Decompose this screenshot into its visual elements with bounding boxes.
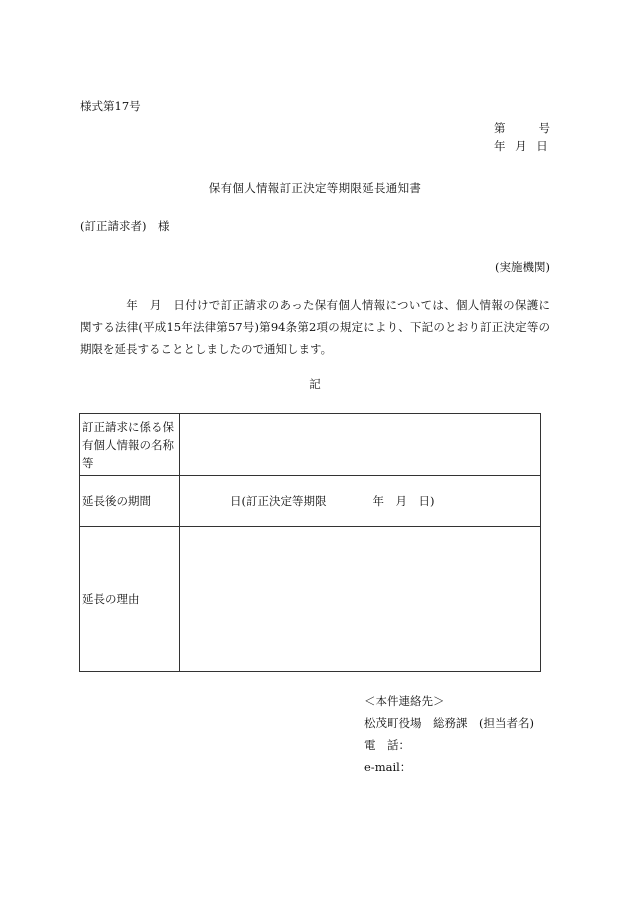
contact-block — [364, 690, 534, 778]
notice-body — [80, 294, 550, 360]
form-number: 様式第17号 — [80, 99, 141, 113]
table-row-reason — [80, 527, 541, 672]
contact-phone: 電 話： — [364, 738, 410, 752]
ki-heading: 記 — [309, 377, 321, 391]
table-row-extension — [80, 476, 541, 527]
extension-reason-value — [180, 527, 541, 672]
document-number-dai: 第 — [494, 121, 506, 135]
table-row-name — [80, 414, 541, 476]
info-name-value — [180, 414, 541, 476]
contact-email: e-mail： — [364, 760, 412, 774]
extension-period-value: 日(訂正決定等期限 年 月 日) — [180, 476, 541, 527]
document-number-go: 号 — [538, 121, 550, 135]
document-number — [494, 120, 550, 136]
info-name-label: 訂正請求に係る保有個人情報の名称等 — [80, 414, 180, 476]
notice-body-text: 年 月 日付けで訂正請求のあった保有個人情報については、個人情報の保護に関する法律(平成15年法律第57号)第94条第2項の規定により、下記のとおり訂正決定等の期限を延長することとしましたので通知します。 — [80, 298, 550, 356]
addressee: (訂正請求者) 様 — [80, 219, 170, 233]
issuing-agency: (実施機関) — [495, 260, 550, 274]
contact-header: ＜本件連絡先＞ — [364, 694, 445, 708]
extension-reason-label: 延長の理由 — [80, 527, 180, 672]
document-title: 保有個人情報訂正決定等期限延長通知書 — [208, 181, 422, 195]
contact-office: 松茂町役場 総務課 (担当者名) — [364, 716, 534, 730]
extension-period-label: 延長後の期間 — [80, 476, 180, 527]
details-table — [79, 413, 541, 672]
document-date: 年 月 日 — [494, 139, 548, 153]
